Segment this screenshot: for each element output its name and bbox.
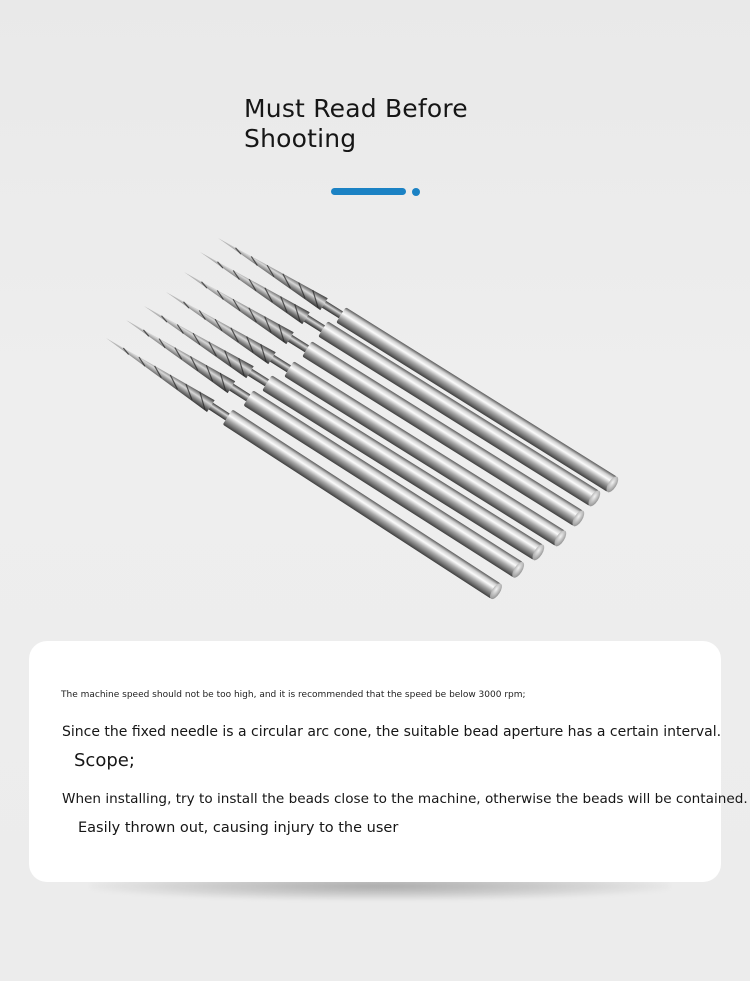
note-injury: Easily thrown out, causing injury to the user xyxy=(78,820,399,836)
title-line-2: Shooting xyxy=(244,124,357,153)
note-speed: The machine speed should not be too high, and it is recommended that the speed be below 3000 rpm; xyxy=(61,690,526,700)
note-aperture: Since the fixed needle is a circular arc cone, the suitable bead aperture has a certain interval. xyxy=(62,724,722,740)
note-installing: When installing, try to install the beads close to the machine, otherwise the beads will be contained. xyxy=(62,791,748,807)
title-line-1: Must Read Before xyxy=(244,94,468,123)
title-accent-bar xyxy=(331,188,406,195)
product-image xyxy=(90,220,650,620)
title-accent-dot xyxy=(412,188,420,196)
note-scope: Scope; xyxy=(74,750,135,771)
page-title xyxy=(244,94,544,154)
